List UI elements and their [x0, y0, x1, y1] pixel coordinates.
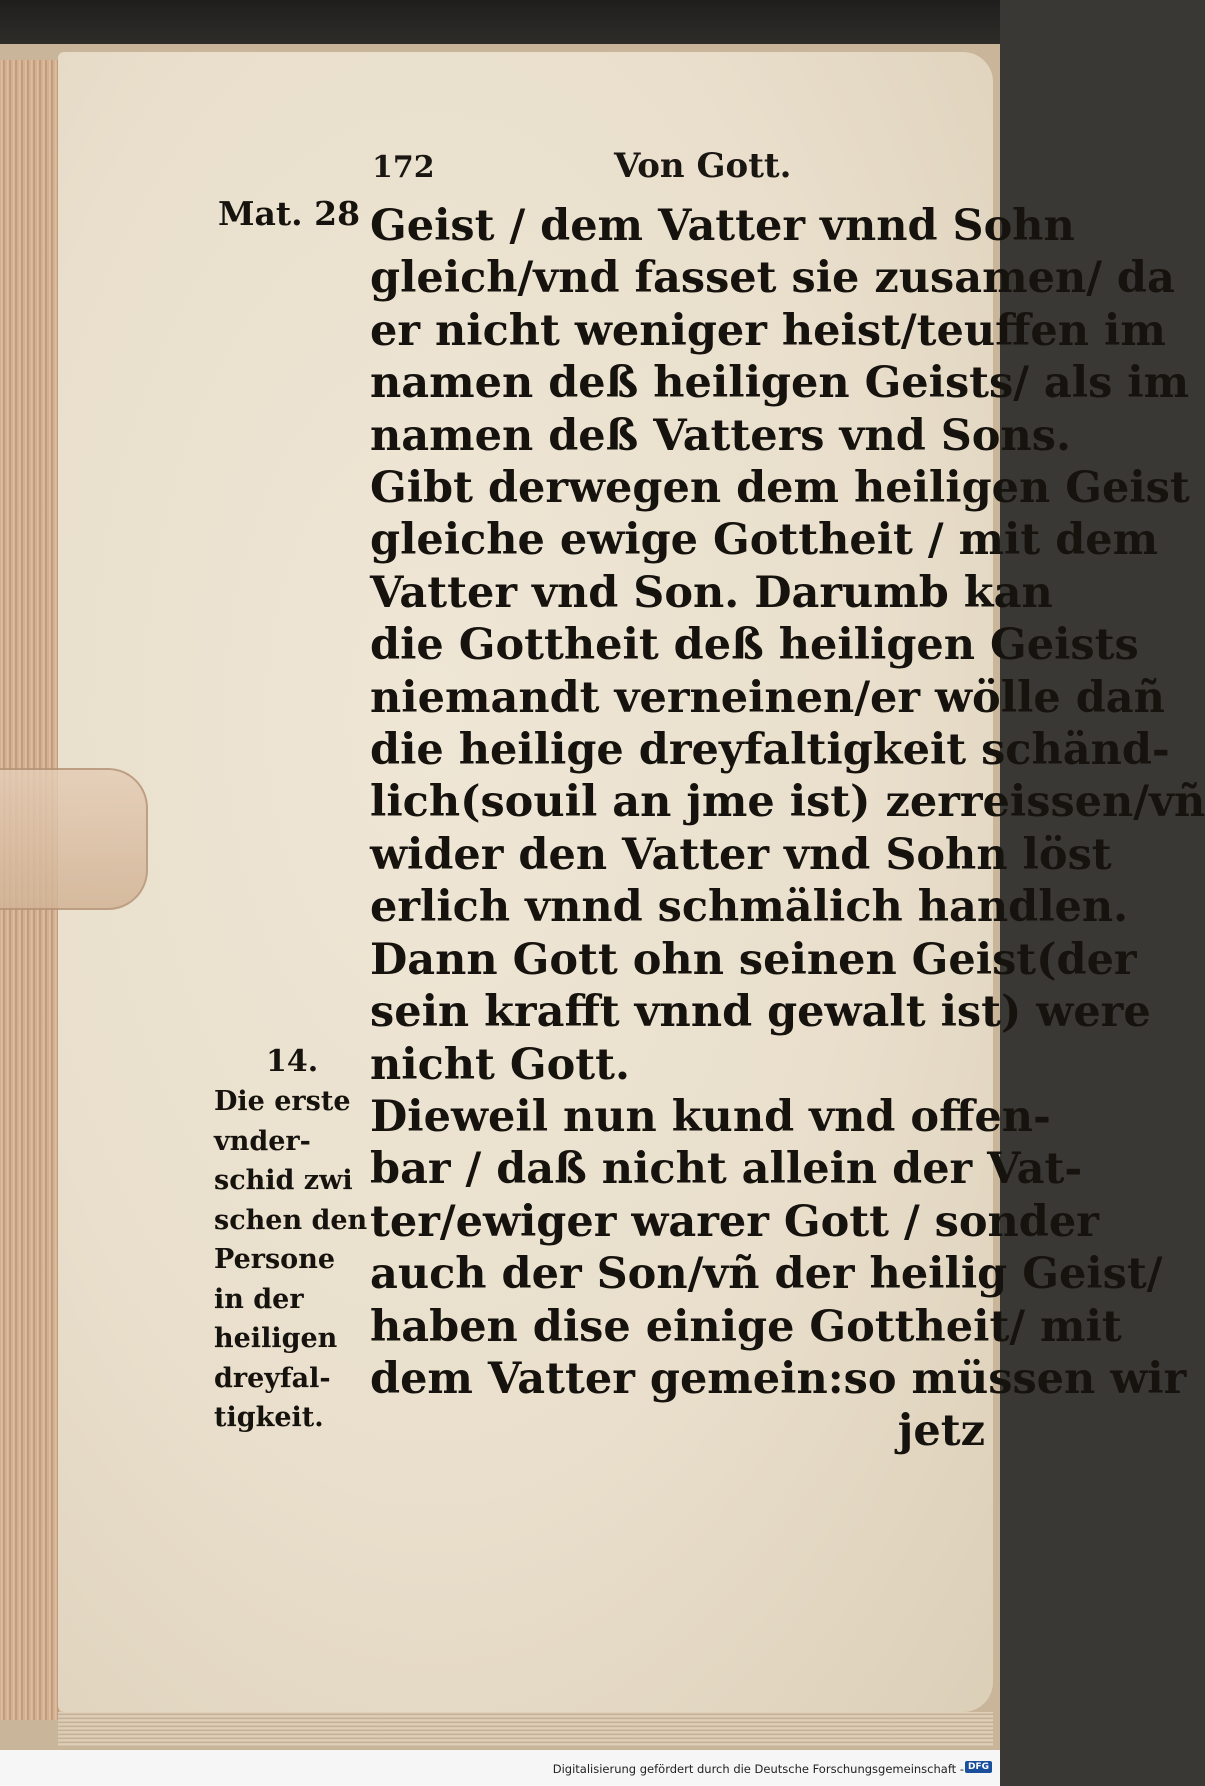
margin-heading-line: vnder- [214, 1125, 311, 1157]
page-number: 172 [372, 150, 435, 185]
section-number: 14. [266, 1044, 319, 1079]
margin-reference: Mat. 28 [218, 194, 361, 233]
text-line: namen deß Vatters vnd Sons. [370, 410, 1071, 461]
margin-heading [214, 1082, 368, 1438]
text-line: gleiche ewige Gottheit / mit dem [370, 515, 1159, 566]
text-line: haben dise einige Gottheit/ mit [370, 1301, 1122, 1352]
margin-heading-line: Die erste [214, 1086, 351, 1117]
text-line: auch der Son/vñ der heilig Geist/ [370, 1249, 1163, 1300]
text-line: erlich vnnd schmälich handlen. [370, 882, 1129, 933]
text-line: Gibt derwegen dem heiligen Geist [370, 463, 1190, 514]
text-line: nicht Gott. [370, 1039, 630, 1090]
body-text [370, 200, 1205, 1458]
margin-heading-line: in der [214, 1283, 304, 1315]
margin-heading-line: schen den [214, 1204, 368, 1236]
text-line: sein krafft vnnd gewalt ist) were [370, 987, 1151, 1038]
text-line: bar / daß nicht allein der Vat- [370, 1144, 1083, 1195]
margin-heading-line: dreyfal- [214, 1362, 331, 1394]
text-line: ter/ewiger warer Gott / sonder [370, 1196, 1099, 1247]
margin-heading-line: heiligen [214, 1323, 338, 1354]
text-line: lich(souil an jme ist) zerreissen/vñ [370, 777, 1205, 828]
text-line: er nicht weniger heist/teuffen im [370, 305, 1166, 356]
text-line: Dann Gott ohn seinen Geist(der [370, 934, 1137, 985]
text-line: Geist / dem Vatter vnnd Sohn [370, 201, 1075, 251]
page-tab-marker [0, 768, 148, 910]
margin-heading-line: schid zwi [214, 1165, 353, 1196]
text-line: namen deß heiligen Geists/ als im [370, 358, 1190, 409]
catchword: jetz [897, 1406, 985, 1457]
text-line: dem Vatter gemein:so müssen wir [370, 1353, 1187, 1404]
margin-heading-line: tigkeit. [214, 1402, 324, 1433]
running-title: Von Gott. [614, 146, 792, 186]
text-line: die Gottheit deß heiligen Geists [370, 620, 1139, 671]
page-edges-bottom [58, 1712, 993, 1746]
text-line: die heilige dreyfaltigkeit schänd- [370, 725, 1170, 776]
text-line: gleich/vnd fasset sie zusamen/ da [370, 253, 1175, 304]
text-line: niemandt verneinen/er wölle dañ [370, 672, 1165, 723]
text-line: Dieweil nun kund vnd offen- [370, 1091, 1051, 1142]
text-line: wider den Vatter vnd Sohn löst [370, 829, 1112, 880]
margin-heading-line: Persone [214, 1244, 335, 1275]
dfg-logo: DFG [965, 1761, 992, 1773]
text-line: Vatter vnd Son. Darumb kan [370, 567, 1053, 618]
footer-credit: Digitalisierung gefördert durch die Deutsche Forschungsgemeinschaft - [552, 1762, 964, 1776]
